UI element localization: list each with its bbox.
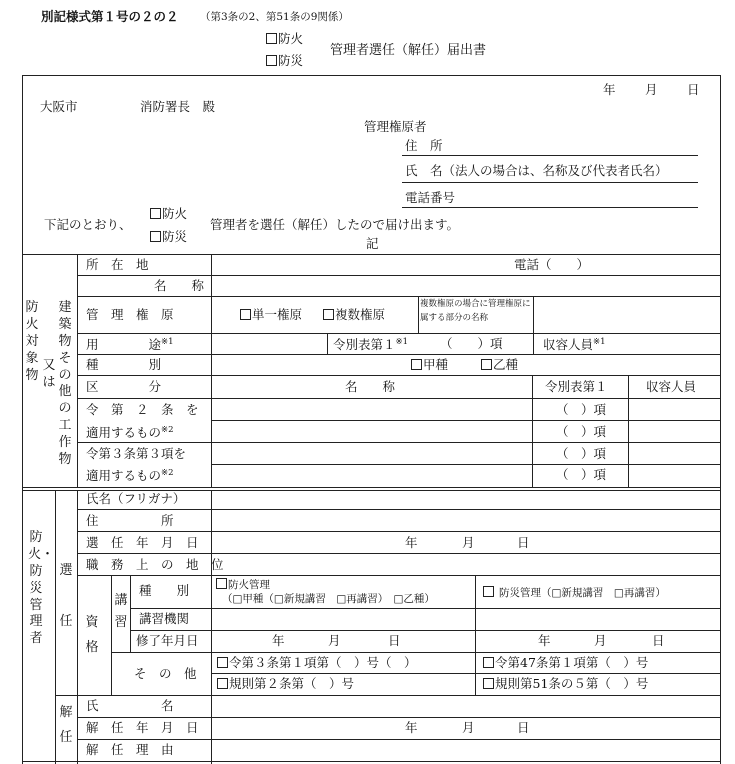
date-day: 日: [687, 82, 700, 97]
object-side-label: 防火対象物: [25, 300, 39, 383]
checkbox-icon: [216, 578, 227, 589]
ki-label: 記: [366, 236, 379, 251]
checkbox-icon: [266, 33, 277, 44]
checkbox-icon: [411, 359, 422, 370]
dismiss-side-label: 解任: [59, 705, 73, 745]
object-phone: 電話（ ）: [514, 257, 590, 272]
dismiss-day: 日: [517, 720, 530, 735]
art3-line1: 令第３条第３項を: [86, 446, 187, 461]
position-label: 職 務 上 の 地 位: [86, 557, 224, 572]
dismiss-year: 年: [405, 720, 418, 735]
form-title: 管理者選任（解任）届出書: [330, 43, 487, 58]
completed-month-1: 月: [328, 633, 341, 648]
dismiss-date-label: 解 任 年 月 日: [86, 720, 199, 735]
row-item-2: （ ）項: [556, 424, 607, 439]
training-label: 講習: [114, 593, 128, 631]
dismiss-name-label: 氏 名: [86, 698, 174, 713]
header-opt-fire[interactable]: 防火: [266, 33, 303, 46]
row-item-4: （ ）項: [556, 467, 607, 482]
object-side-sub2: 又は: [42, 358, 56, 390]
fire-mgmt-option[interactable]: 防火管理: [216, 578, 270, 591]
addressee-chief: 消防署長 殿: [140, 99, 216, 114]
checkbox-icon: [217, 657, 228, 668]
completed-month-2: 月: [594, 633, 607, 648]
checkbox-icon: [217, 678, 228, 689]
art2-line1: 令 第 ２ 条 を: [86, 402, 199, 417]
col-capacity: 収容人員: [646, 379, 697, 394]
col-name: 名 称: [345, 379, 396, 394]
disaster-mgmt-option[interactable]: 防災管理（□新規講習 □再講習）: [483, 586, 666, 599]
authority-multi[interactable]: 複数権原: [323, 309, 385, 322]
form-relation: （第3条の2、第51条の9関係）: [200, 11, 349, 23]
completed-year-1: 年: [272, 633, 285, 648]
row-item-1: （ ）項: [556, 402, 607, 417]
other-label: そ の 他: [134, 666, 197, 681]
checkbox-icon: [483, 678, 494, 689]
completed-day-2: 日: [652, 633, 665, 648]
notice-opt-disaster[interactable]: 防災: [150, 231, 187, 244]
completed-date-label: 修了年月日: [136, 633, 199, 648]
checkbox-icon: [150, 208, 161, 219]
other-option-2[interactable]: 令第47条第１項第（ ）号: [483, 657, 648, 670]
appoint-month: 月: [462, 535, 475, 550]
object-name-label: 名 称: [153, 278, 204, 293]
header-opt-disaster[interactable]: 防災: [266, 55, 303, 68]
fire-mgmt-suboptions: （□甲種（□新規講習 □再講習） □乙種）: [222, 593, 435, 605]
dismiss-month: 月: [462, 720, 475, 735]
manager-side-label: 防火・防災管理者: [28, 530, 55, 647]
other-option-3[interactable]: 規則第２条第（ ）号: [217, 678, 354, 691]
owner-phone-label: 電話番号: [405, 190, 456, 205]
checkbox-icon: [481, 359, 492, 370]
institution-label: 講習機関: [139, 611, 190, 626]
type-label: 種 別: [86, 357, 162, 372]
addressee-city: 大阪市: [40, 99, 78, 114]
appoint-date-label: 選 任 年 月 日: [86, 535, 199, 550]
date-month: 月: [645, 82, 658, 97]
checkbox-icon: [150, 231, 161, 242]
col-table1: 令別表第１: [545, 379, 608, 394]
art2-line2: 適用するもの$^{※2}$: [86, 425, 174, 441]
training-kind-label: 種 別: [139, 583, 190, 598]
appoint-side-label: 選任: [59, 563, 73, 629]
notice-pre: 下記のとおり、: [44, 217, 132, 232]
notice-opt-fire[interactable]: 防火: [150, 208, 187, 221]
capacity-label: 収容人員$^{※1}$: [543, 337, 606, 353]
owner-address-label: 住 所: [405, 138, 443, 153]
art3-line2: 適用するもの$^{※2}$: [86, 468, 174, 484]
checkbox-icon: [483, 657, 494, 668]
other-option-4[interactable]: 規則第51条の５第（ ）号: [483, 678, 648, 691]
checkbox-icon: [266, 55, 277, 66]
use-item: （ ）項: [440, 336, 503, 351]
date-year: 年: [603, 82, 616, 97]
authority-label: 管 理 権 原: [86, 307, 174, 322]
form-number: 別記様式第１号の２の２: [41, 9, 179, 24]
type-b[interactable]: 乙種: [481, 359, 518, 372]
type-a[interactable]: 甲種: [411, 359, 448, 372]
location-label: 所 在 地: [86, 257, 149, 272]
completed-year-2: 年: [538, 633, 551, 648]
notice-text: 管理者を選任（解任）したので届け出ます。: [210, 217, 460, 232]
quals-label: 資格: [85, 615, 99, 655]
appoint-day: 日: [517, 535, 530, 550]
other-option-1[interactable]: 令第３条第１項第（ ）号（ ）: [217, 657, 417, 670]
appoint-year: 年: [405, 535, 418, 550]
object-side-sub: 建築物その他の工作物: [58, 300, 72, 468]
authority-single[interactable]: 単一権原: [240, 309, 302, 322]
dismiss-reason-label: 解 任 理 由: [86, 742, 174, 757]
use-label: 用 途$^{※1}$: [86, 337, 174, 353]
table1-label: 令別表第１$^{※1}$: [333, 337, 409, 353]
checkbox-icon: [483, 586, 494, 597]
row-item-3: （ ）項: [556, 446, 607, 461]
completed-day-1: 日: [388, 633, 401, 648]
owner-name-label: 氏 名（法人の場合は、名称及び代表者氏名）: [405, 163, 668, 178]
multi-authority-note: 複数権原の場合に管理権原に属する部分の名称: [420, 299, 531, 323]
checkbox-icon: [323, 309, 334, 320]
owner-label: 管理権原者: [364, 119, 427, 134]
checkbox-icon: [240, 309, 251, 320]
kana-name-label: 氏名（フリガナ）: [86, 491, 186, 506]
division-label: 区 分: [86, 379, 162, 394]
manager-address-label: 住 所: [86, 513, 174, 528]
